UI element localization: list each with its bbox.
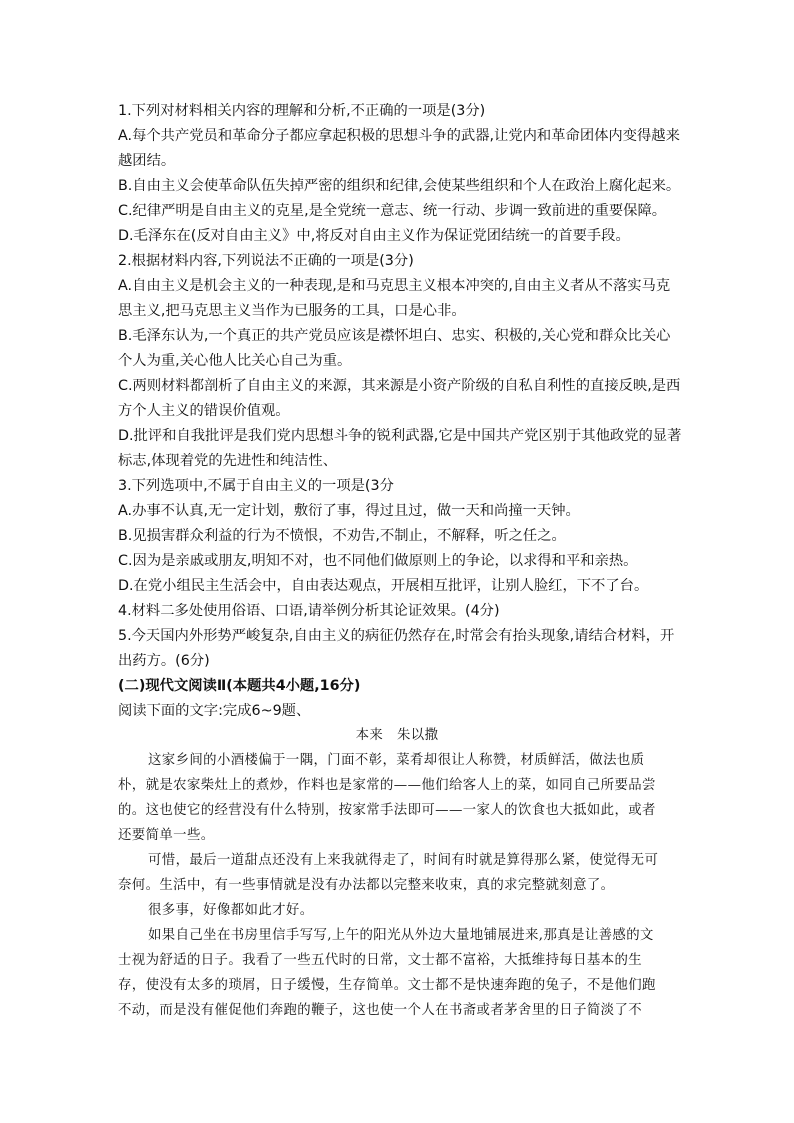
question-1: 1.下列对材料相关内容的理解和分析,不正确的一项是(3分) [118, 103, 486, 119]
article-line: 奈何。生活中，有一些事情就是没有办法都以完整来收束，真的求完整就刻意了。 [118, 878, 615, 893]
option-3b: B.见损害群众利益的行为不愤恨，不劝告,不制止，不解释，听之任之。 [118, 528, 566, 544]
option-2d: D.批评和自我批评是我们党内思想斗争的锐利武器,它是中国共产党区别于其他政党的显著 [118, 428, 682, 444]
option-2a: A.自由主义是机会主义的一种表现,是和马克思主义根本冲突的,自由主义者从不落实马克 [118, 278, 671, 294]
option-2b: B.毛泽东认为,一个真正的共产党员应该是襟怀坦白、忠实、积极的,关心党和群众比关心 [118, 328, 671, 344]
option-3d: D.在党小组民主生活会中，自由表达观点，开展相互批评，让别人脸红，下不了台。 [118, 578, 649, 594]
option-3c: C.因为是亲戚或朋友,明知不对，也不同他们做原则上的争论，以求得和平和亲热。 [118, 553, 638, 569]
article-line: 可惜，最后一道甜点还没有上来我就得走了，时间有时就是算得那么紧，使觉得无可 [148, 853, 659, 868]
article-line: 朴，就是农家柴灶上的煮炒，作料也是家常的——他们给客人上的菜，如同自己所要品尝 [118, 778, 656, 793]
option-1b: B.自由主义会使革命队伍失掉严密的组织和纪律,会使某些组织和个人在政治上腐化起来。 [118, 178, 681, 194]
article-line: 这家乡间的小酒楼偏于一隅，门面不彰，菜肴却很让人称赞，材质鲜活，做法也质 [148, 753, 645, 768]
article-line: 还要简单一些。 [118, 828, 215, 843]
option-2d-cont: 标志,体现着党的先进性和纯洁性、 [118, 453, 337, 469]
question-2: 2.根据材料内容,下列说法不正确的一项是(3分) [118, 253, 414, 269]
article-line: 士视为舒适的日子。我看了一些五代时的日常，文士都不富裕，大抵维持每日基本的生 [118, 953, 643, 968]
option-3a: A.办事不认真,无一定计划，敷衍了事，得过且过，做一天和尚撞一天钟。 [118, 503, 580, 519]
option-1c: C.纪律严明是自由主义的克星,是全党统一意志、统一行动、步调一致前进的重要保障。 [118, 203, 667, 219]
question-5-cont: 出药方。(6分) [118, 653, 210, 669]
question-5: 5.今天国内外形势严峻复杂,自由主义的病征仍然存在,时常会有抬头现象,请结合材料，开 [118, 628, 675, 644]
option-2c-cont: 方个人主义的错误价值观。 [118, 403, 290, 419]
option-1d: D.毛泽东在(反对自由主义》中,将反对自由主义作为保证党团结统一的首要手段。 [118, 228, 630, 244]
question-3: 3.下列选项中,不属于自由主义的一项是(3分 [118, 478, 394, 494]
article-line: 如果自己坐在书房里信手写写,上午的阳光从外边大量地铺展进来,那真是让善感的文 [148, 928, 654, 943]
article-line: 不动，而是没有催促他们奔跑的鞭子，这也使一个人在书斋或者茅舍里的日子简淡了不 [118, 1003, 643, 1018]
section-heading: (二)现代文阅读Ⅱ(本题共4小题,16分) [118, 678, 361, 694]
question-4: 4.材料二多处使用俗语、口语,请举例分析其论证效果。(4分) [118, 603, 500, 619]
option-1a: A.每个共产党员和革命分子都应拿起积极的思想斗争的武器,让党内和革命团体内变得越来 [118, 128, 680, 144]
reading-instruction: 阅读下面的文字:完成6~9题、 [118, 703, 311, 719]
article-line: 存，使没有太多的琐屑，日子缓慢，生存简单。文士都不是快速奔跑的兔子，不是他们跑 [118, 978, 656, 993]
article-line: 的。这也使它的经营没有什么特别，按家常手法即可——一家人的饮食也大抵如此，或者 [118, 803, 656, 818]
option-2a-cont: 思主义,把马克思主义当作为已服务的工具，口是心非。 [118, 303, 466, 319]
article-title: 本来 朱以撒 [355, 728, 439, 743]
option-2c: C.两则材料都剖析了自由主义的来源，其来源是小资产阶级的自私自利性的直接反映,是西 [118, 378, 681, 394]
article-line: 很多事，好像都如此才好。 [148, 903, 314, 918]
option-2b-cont: 个人为重,关心他人比关心自己为重。 [118, 353, 352, 369]
option-1a-cont: 越团结。 [118, 153, 176, 169]
